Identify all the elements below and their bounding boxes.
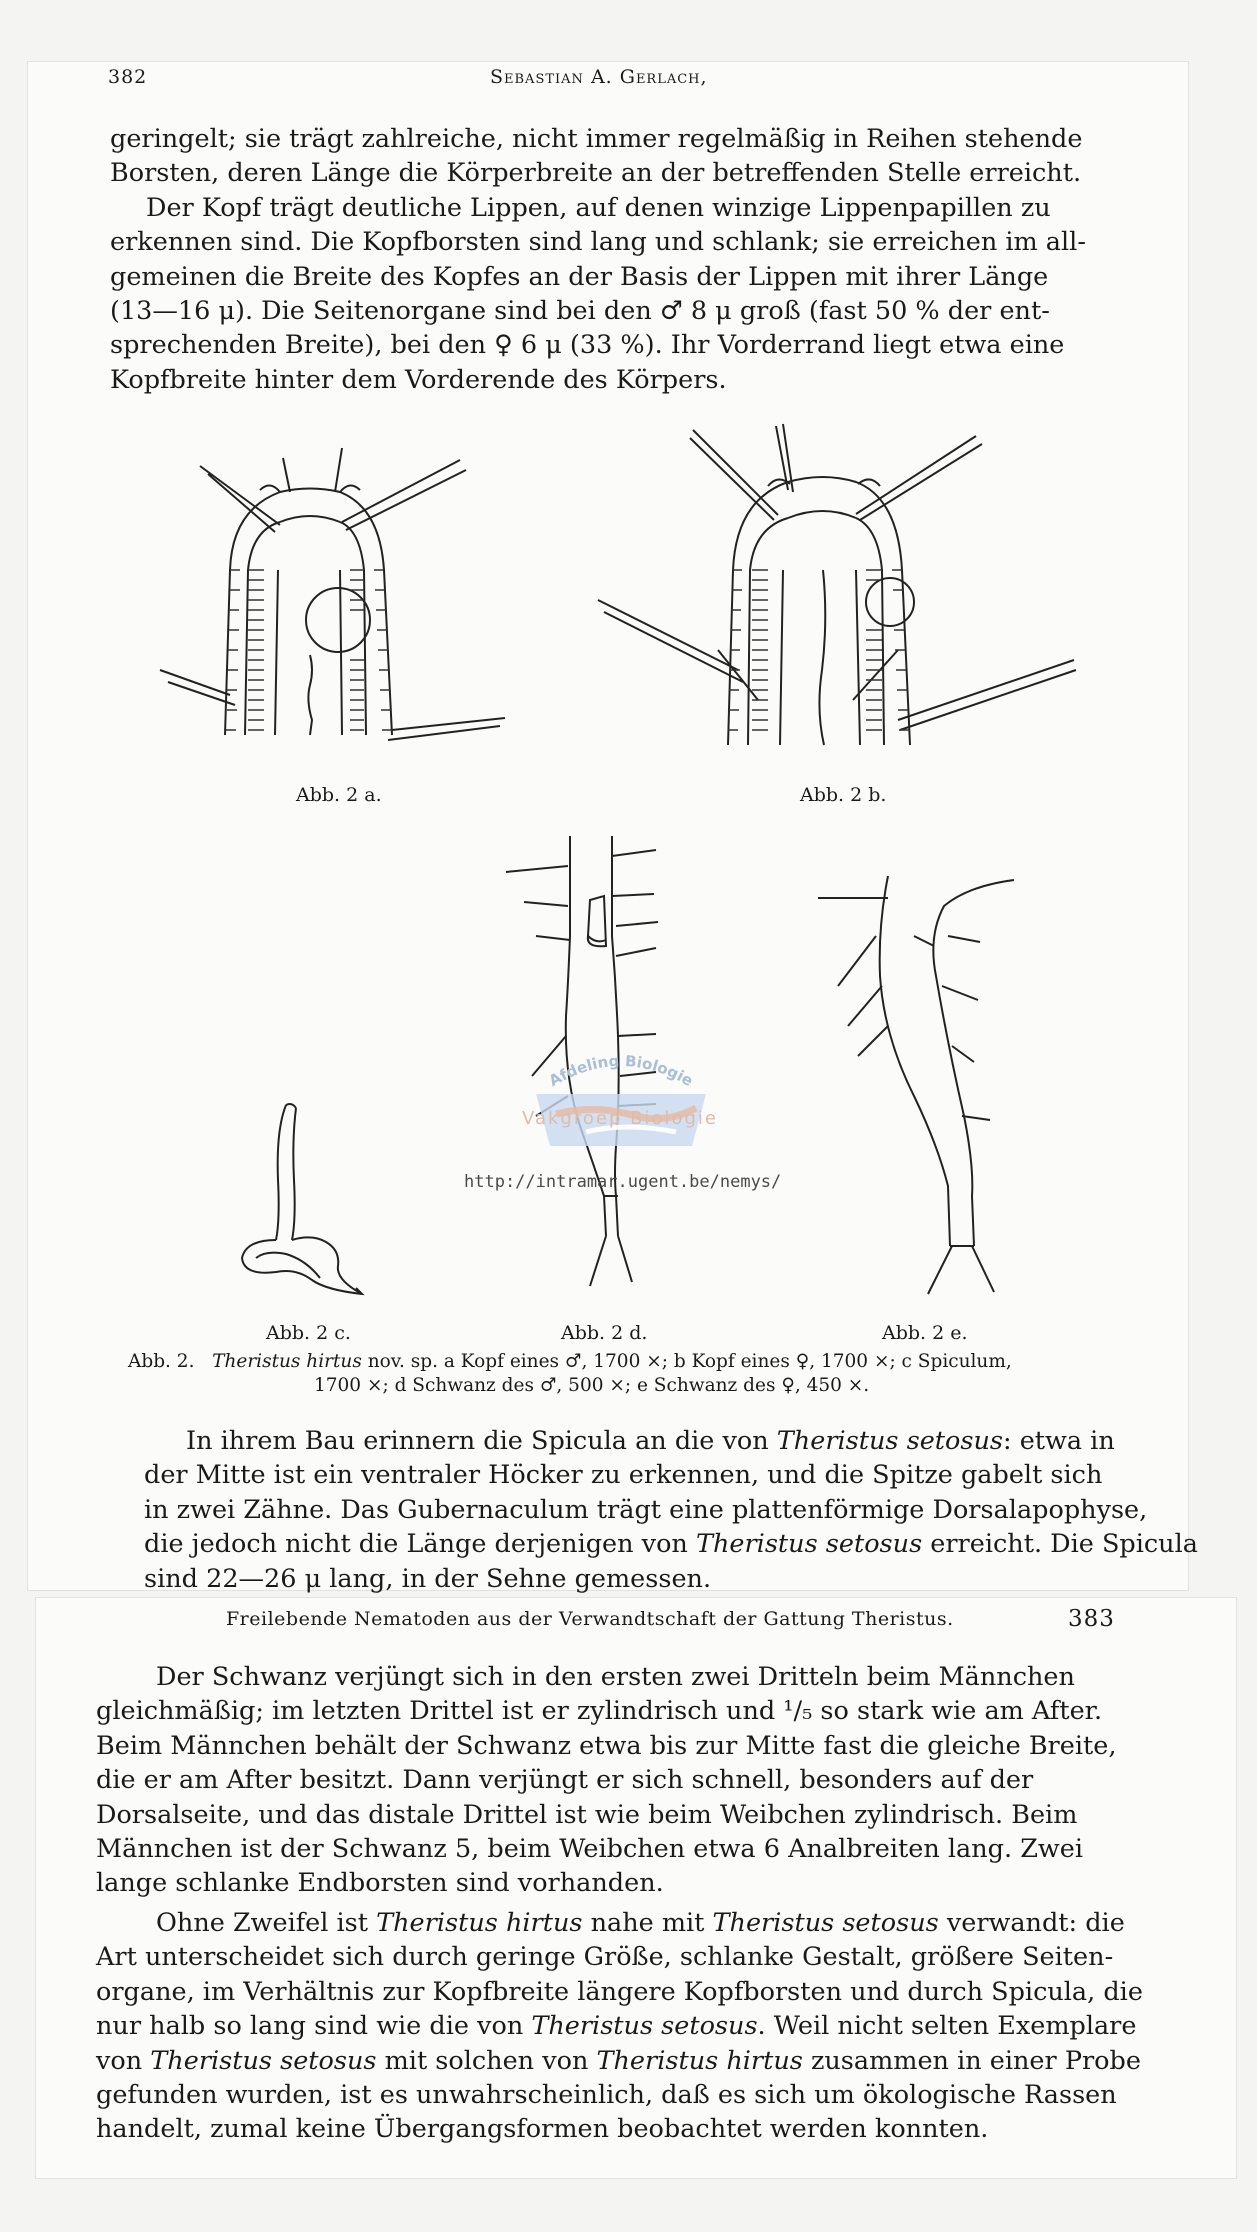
text-line: geringelt; sie trägt zahlreiche, nicht immer regelmäßig in Reihen stehende [110, 124, 1083, 154]
figure-2c-spiculum [236, 1100, 376, 1300]
text-line: Art unterscheidet sich durch geringe Größe, schlanke Gestalt, größere Seiten- [96, 1942, 1114, 1973]
text-line: gleichmäßig; im letzten Drittel ist er zylindrisch und ¹/₅ so stark wie am After. [96, 1696, 1103, 1727]
running-head-382: Sebastian A. Gerlach, [490, 66, 708, 88]
text-line: Beim Männchen behält der Schwanz etwa bis zur Mitte fast die gleiche Breite, [96, 1730, 1117, 1761]
caption-species: Theristus hirtus [212, 1351, 362, 1372]
text-line: nur halb so lang sind wie die von Theristus setosus. Weil nicht selten Exemplare [96, 2011, 1137, 2042]
caption-prefix: Abb. 2. [128, 1351, 195, 1372]
text-line: Kopfbreite hinter dem Vorderende des Körpers. [110, 364, 727, 395]
text-line: der Mitte ist ein ventraler Höcker zu erkennen, und die Spitze gabelt sich [144, 1460, 1103, 1491]
text-line: Der Schwanz verjüngt sich in den ersten zwei Dritteln beim Männchen [156, 1662, 1075, 1692]
paragraph-tail-description [96, 1660, 1120, 1901]
figure-caption [128, 1350, 1148, 1398]
text-line: organe, im Verhältnis zur Kopfbreite längere Kopfborsten und durch Spicula, die [96, 1976, 1143, 2007]
paragraph-relationship [96, 1906, 1143, 2147]
figure-2a-male-head [160, 430, 520, 760]
paragraph-spicula [144, 1424, 1198, 1596]
running-head-383: Freilebende Nematoden aus der Verwandtschaft der Gattung Theristus. [226, 1608, 954, 1630]
caption-line1: nov. sp. a Kopf eines ♂, 1700 ×; b Kopf eines ♀, 1700 ×; c Spiculum, [361, 1351, 1012, 1372]
figure-label-2d: Abb. 2 d. [561, 1322, 648, 1344]
text-line: In ihrem Bau erinnern die Spicula an die von Theristus setosus: etwa in [186, 1426, 1115, 1456]
svg-text:Afdeling Biologie [546, 1052, 696, 1090]
text-line: sind 22—26 μ lang, in der Sehne gemessen. [144, 1563, 712, 1594]
text-line: sprechenden Breite), bei den ♀ 6 μ (33 %). Ihr Vorderrand liegt etwa eine [110, 330, 1065, 361]
text-line: von Theristus setosus mit solchen von Theristus hirtus zusammen in einer Probe [96, 2045, 1141, 2076]
page-number-383: 383 [1068, 1606, 1115, 1632]
text-line: die er am After besitzt. Dann verjüngt er sich schnell, besonders auf der [96, 1765, 1034, 1796]
watermark-org: Vakgroep Biologie [522, 1108, 718, 1129]
text-line: Borsten, deren Länge die Körperbreite an der betreffenden Stelle erreicht. [110, 158, 1082, 189]
text-line: erkennen sind. Die Kopfborsten sind lang und schlank; sie erreichen im all- [110, 227, 1086, 258]
watermark-arc-text: Afdeling Biologie [545, 1051, 697, 1091]
text-line: handelt, zumal keine Übergangsformen beobachtet werden konnten. [96, 2114, 989, 2145]
caption-line2: 1700 ×; d Schwanz des ♂, 500 ×; e Schwanz des ♀, 450 ×. [314, 1375, 870, 1396]
figure-label-2c: Abb. 2 c. [266, 1322, 351, 1344]
text-line: gemeinen die Breite des Kopfes an der Basis der Lippen mit ihrer Länge [110, 261, 1049, 292]
figure-label-2b: Abb. 2 b. [800, 784, 887, 806]
page-number-382: 382 [108, 66, 148, 88]
text-line: gefunden wurden, ist es unwahrscheinlich, daß es sich um ökologische Rassen [96, 2080, 1117, 2111]
text-line: Dorsalseite, und das distale Drittel ist wie beim Weibchen zylindrisch. Beim [96, 1799, 1078, 1830]
paragraph-head-description [110, 122, 1128, 397]
text-line: Männchen ist der Schwanz 5, beim Weibchen etwa 6 Analbreiten lang. Zwei [96, 1834, 1084, 1865]
text-line: die jedoch nicht die Länge derjenigen von Theristus setosus erreicht. Die Spicula [144, 1529, 1198, 1560]
text-line: in zwei Zähne. Das Gubernaculum trägt eine plattenförmige Dorsalapophyse, [144, 1494, 1148, 1525]
watermark-url: http://intramar.ugent.be/nemys/ [464, 1172, 782, 1192]
figure-label-2e: Abb. 2 e. [882, 1322, 968, 1344]
text-line: Der Kopf trägt deutliche Lippen, auf denen winzige Lippenpapillen zu [146, 192, 1051, 223]
text-line: Ohne Zweifel ist Theristus hirtus nahe mit Theristus setosus verwandt: die [156, 1908, 1125, 1938]
figure-2b-female-head [598, 420, 1078, 760]
figure-label-2a: Abb. 2 a. [296, 784, 382, 806]
text-line: (13—16 μ). Die Seitenorgane sind bei den ♂ 8 μ groß (fast 50 % der ent- [110, 296, 1050, 327]
watermark-logo [496, 1036, 746, 1176]
text-line: lange schlanke Endborsten sind vorhanden. [96, 1868, 664, 1899]
figure-2e-female-tail [818, 876, 1028, 1296]
